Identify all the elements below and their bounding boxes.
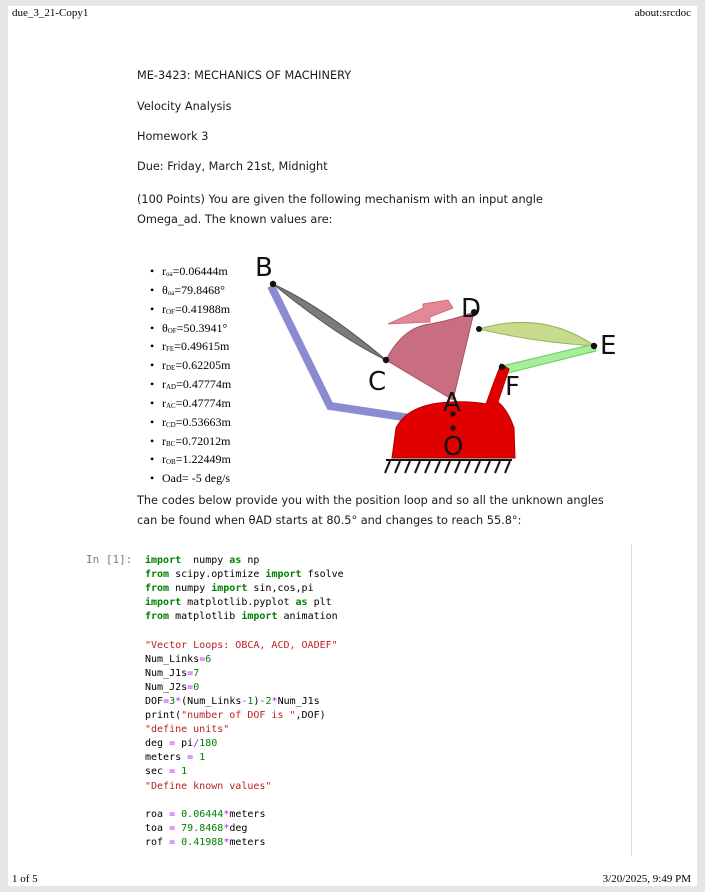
code-token: 79.8468 — [181, 822, 224, 834]
subscript: AC — [166, 401, 176, 410]
code-token: 0.41988 — [181, 836, 224, 848]
code-token: deg — [229, 822, 248, 834]
code-token: 6 — [205, 653, 212, 665]
code-token: import — [265, 569, 302, 581]
value: =0.41988m — [174, 301, 231, 316]
code-token: - — [241, 695, 248, 707]
code-token: rof — [145, 836, 170, 848]
code-token: = — [199, 653, 206, 665]
code-line — [145, 751, 344, 765]
code-token: (Num_Links — [181, 695, 242, 707]
code-token: = — [169, 822, 176, 834]
subscript: OB — [166, 458, 176, 467]
symbol: r — [162, 377, 166, 392]
label-o: O — [443, 432, 464, 462]
code-token: Num_J2s — [145, 681, 188, 693]
code-token: / — [193, 738, 200, 750]
code-token: DOF — [145, 695, 164, 707]
code-token: = — [163, 695, 170, 707]
symbol: r — [162, 452, 166, 467]
value: =0.62205m — [175, 358, 231, 373]
code-line — [145, 653, 344, 667]
value: =0.06444m — [172, 264, 228, 278]
bullet: • — [150, 301, 155, 316]
known-value-item — [150, 358, 231, 377]
code-token: deg — [145, 738, 170, 750]
subscript: oa — [166, 270, 173, 278]
code-token: * — [271, 695, 278, 707]
code-token: animation — [277, 611, 338, 623]
code-token: from — [145, 569, 170, 581]
code-line — [145, 568, 344, 582]
subscript: AD — [166, 383, 177, 392]
code-token: fsolve — [301, 569, 344, 581]
code-token: numpy — [181, 555, 230, 566]
code-token: roa — [145, 808, 170, 820]
code-token: 3 — [169, 695, 176, 707]
label-d: D — [461, 294, 482, 324]
known-value-item — [150, 377, 231, 396]
known-value-item — [150, 321, 231, 340]
value: =0.72012m — [175, 433, 231, 448]
code-token: numpy — [169, 583, 212, 595]
known-value-item — [150, 415, 231, 434]
code-token: ,DOF) — [295, 710, 326, 722]
code-token: = — [169, 808, 176, 820]
mechanism-diagram — [255, 242, 628, 474]
code-token: as — [295, 597, 308, 609]
link-fe — [502, 344, 596, 374]
symbol: θ — [162, 282, 168, 297]
bullet: • — [150, 320, 155, 335]
symbol: θ — [162, 320, 168, 335]
subscript: FE — [166, 345, 175, 354]
value: =1.22449m — [175, 452, 231, 467]
label-e: E — [600, 331, 617, 361]
code-token: * — [223, 822, 230, 834]
symbol: r — [162, 395, 166, 410]
due-date: Due: Friday, March 21st, Midnight — [137, 160, 328, 173]
label-b: B — [255, 253, 273, 283]
code-token: "Define known values" — [145, 780, 272, 792]
link-de — [479, 322, 595, 346]
code-token: "Vector Loops: OBCA, ACD, OADEF" — [145, 639, 338, 651]
subscript: OF — [167, 326, 177, 335]
code-line — [145, 737, 344, 751]
known-value-item — [150, 264, 231, 283]
code-token: Num_J1s — [277, 695, 320, 707]
code-token: - — [259, 695, 266, 707]
bullet: • — [150, 282, 155, 297]
code-line — [145, 836, 344, 850]
ground-hatching — [385, 461, 510, 473]
code-token: meters — [229, 808, 266, 820]
bullet: • — [150, 452, 155, 467]
assignment-heading: Homework 3 — [137, 130, 209, 143]
label-c: C — [368, 367, 387, 397]
print-footer-page: 1 of 5 — [12, 873, 38, 885]
bullet: • — [150, 395, 155, 410]
topic-heading: Velocity Analysis — [137, 100, 232, 113]
code-line — [145, 695, 344, 709]
code-token: = — [187, 752, 194, 764]
known-value-item — [150, 471, 231, 487]
known-values-list — [150, 264, 231, 487]
code-token: 1 — [247, 695, 254, 707]
code-token: 180 — [199, 738, 218, 750]
code-token: 1 — [181, 766, 188, 778]
value: = -5 deg/s — [182, 471, 231, 486]
bullet: • — [150, 358, 155, 373]
code-line — [145, 822, 344, 836]
link-acd — [386, 312, 474, 400]
bullet: • — [150, 377, 155, 392]
subscript: BC — [166, 439, 176, 448]
bullet: • — [150, 339, 155, 354]
subscript: OF — [166, 307, 175, 316]
code-token: = — [169, 738, 176, 750]
code-token: 0 — [193, 681, 200, 693]
value: =79.8468° — [174, 282, 225, 297]
course-title: ME-3423: MECHANICS OF MACHINERY — [137, 69, 352, 82]
code-token: from — [145, 583, 170, 595]
value: =0.47774m — [176, 377, 232, 392]
code-line — [145, 624, 344, 638]
symbol: r — [162, 433, 166, 448]
pink-slider — [388, 300, 453, 324]
code-line — [145, 709, 344, 723]
code-token: toa — [145, 822, 170, 834]
code-token: = — [187, 681, 194, 693]
intro-paragraph: (100 Points) You are given the following mechanism with an input angle Omega_ad. The known values are: — [137, 193, 543, 226]
code-token: np — [241, 555, 260, 566]
symbol: r — [162, 358, 166, 373]
known-value-item — [150, 302, 231, 321]
code-token: import — [145, 555, 182, 566]
code-token: scipy.optimize — [169, 569, 266, 581]
code-token: ) — [253, 695, 260, 707]
code-token: print( — [145, 710, 182, 722]
code-editor[interactable] — [145, 554, 344, 850]
code-line — [145, 554, 344, 568]
code-line — [145, 780, 344, 794]
code-token: * — [223, 808, 230, 820]
code-token: 2 — [265, 695, 272, 707]
codes-description: The codes below provide you with the position loop and so all the unknown angles can be found when θAD starts at 80.5° and changes to reach 55.8°: — [137, 494, 604, 527]
code-token: plt — [307, 597, 332, 609]
known-value-item — [150, 396, 231, 415]
label-a: A — [443, 388, 461, 418]
code-token: = — [187, 667, 194, 679]
code-token: "define units" — [145, 724, 230, 736]
code-token: * — [175, 695, 182, 707]
code-token: from — [145, 611, 170, 623]
code-token: 1 — [199, 752, 206, 764]
subscript: oa — [167, 288, 175, 297]
known-value-item — [150, 434, 231, 453]
code-token: meters — [229, 836, 266, 848]
symbol: r — [162, 339, 166, 354]
code-cell[interactable] — [140, 544, 632, 856]
value: =0.49615m — [174, 339, 230, 354]
code-token: matplotlib.pyplot — [181, 597, 296, 609]
known-value-item — [150, 339, 231, 358]
value: =0.53663m — [175, 414, 231, 429]
symbol: r — [162, 414, 166, 429]
code-token: meters — [145, 752, 188, 764]
code-token: import — [241, 611, 278, 623]
code-line — [145, 723, 344, 737]
code-token: import — [145, 597, 182, 609]
bullet: • — [150, 471, 155, 486]
code-token: = — [169, 766, 176, 778]
code-token: = — [169, 836, 176, 848]
code-token: Num_J1s — [145, 667, 188, 679]
value: =0.47774m — [175, 395, 231, 410]
print-header-url: about:srcdoc — [634, 7, 691, 19]
code-line — [145, 667, 344, 681]
subscript: DE — [166, 364, 176, 373]
known-value-item — [150, 283, 231, 302]
code-token: 7 — [193, 667, 200, 679]
print-header-title: due_3_21-Copy1 — [12, 7, 89, 19]
code-line — [145, 639, 344, 653]
code-token: sin,cos,pi — [247, 583, 314, 595]
input-prompt: In [1]: — [86, 553, 133, 566]
subscript: CD — [166, 420, 176, 429]
code-line — [145, 596, 344, 610]
code-token: pi — [175, 738, 194, 750]
code-line — [145, 681, 344, 695]
print-footer-datetime: 3/20/2025, 9:49 PM — [602, 873, 691, 885]
label-f: F — [505, 372, 520, 402]
code-token: as — [229, 555, 242, 566]
code-token: matplotlib — [169, 611, 242, 623]
code-line — [145, 610, 344, 624]
notebook-page — [8, 6, 697, 886]
code-token: * — [223, 836, 230, 848]
symbol: r — [162, 264, 166, 278]
symbol: r — [162, 301, 166, 316]
bullet: • — [150, 264, 155, 278]
code-line — [145, 794, 344, 808]
code-token: "number of DOF is " — [181, 710, 296, 722]
code-line — [145, 582, 344, 596]
known-value-item — [150, 452, 231, 471]
bullet: • — [150, 414, 155, 429]
code-token: Num_Links — [145, 653, 200, 665]
bullet: • — [150, 433, 155, 448]
code-token: import — [211, 583, 248, 595]
code-line — [145, 765, 344, 779]
code-token: 0.06444 — [181, 808, 224, 820]
code-token: sec — [145, 766, 170, 778]
value: =50.3941° — [176, 320, 228, 335]
code-line — [145, 808, 344, 822]
symbol: Oad — [162, 471, 182, 486]
